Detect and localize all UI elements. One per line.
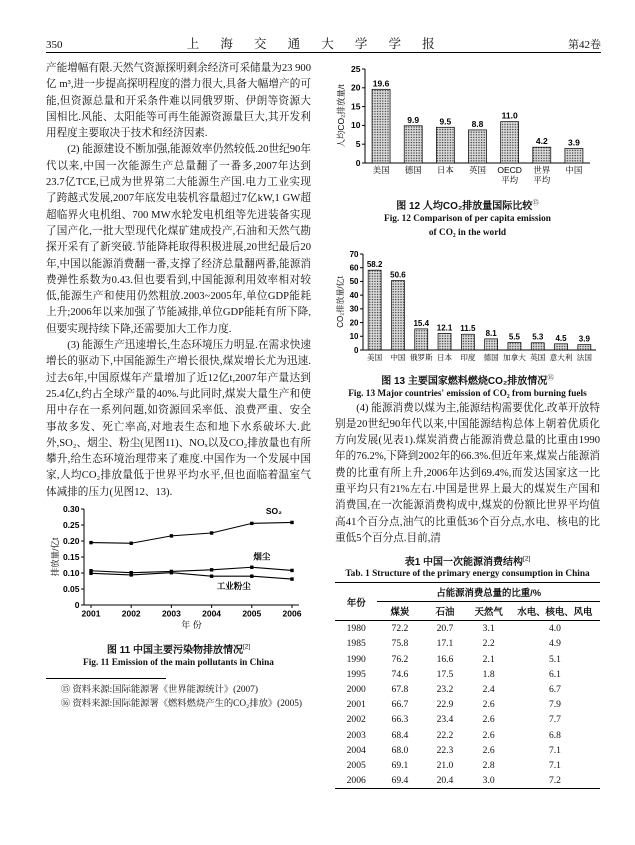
table-cell: 7.1 <box>548 744 561 756</box>
x-tick-label: 2006 <box>282 608 302 619</box>
x-tick-label: 美国 <box>367 353 383 362</box>
data-point <box>89 541 92 544</box>
series-label: 烟尘 <box>253 551 271 562</box>
data-point <box>210 531 213 534</box>
table-row <box>335 621 600 637</box>
y-tick-label: 70 <box>349 249 359 259</box>
table-row <box>335 743 600 758</box>
bar-value-label: 15.4 <box>413 318 430 328</box>
x-tick-label: 2005 <box>242 608 262 619</box>
table-cell: 4.9 <box>548 638 561 650</box>
data-point <box>130 542 133 545</box>
table-cell: 4.0 <box>548 623 561 635</box>
bar <box>531 343 544 350</box>
left-column <box>46 61 311 789</box>
footnotes-block <box>46 678 311 712</box>
table-cell: 22.9 <box>436 699 454 711</box>
fig13-caption-cn-text: 图 13 主要国家燃料燃烧CO₂排放情况 <box>381 376 548 387</box>
fig11-caption-cn-text: 图 11 中国主要污染物排放情况 <box>106 645 243 657</box>
data-point <box>250 575 253 578</box>
table-cell: 20.7 <box>436 623 454 635</box>
table-row <box>335 727 600 742</box>
table-cell: 7.2 <box>548 775 561 787</box>
table-cell: 7.9 <box>548 699 561 711</box>
table-cell: 6.7 <box>548 684 561 696</box>
table-cell: 2006 <box>346 775 366 787</box>
data-point <box>130 573 133 576</box>
data-point <box>89 572 92 575</box>
x-tick-label: 平均 <box>501 175 519 185</box>
figure-11 <box>46 503 311 670</box>
table-cell: 68.0 <box>391 744 409 756</box>
table-cell: 76.2 <box>391 653 409 665</box>
table-cell: 6.1 <box>548 668 561 680</box>
table-cell: 3.0 <box>482 775 495 787</box>
x-tick-label: 平均 <box>533 175 551 185</box>
table-cell: 2003 <box>346 729 366 741</box>
table-cell: 6.8 <box>548 729 561 741</box>
x-tick-label: 世界 <box>533 165 551 175</box>
y-tick-label: 10 <box>351 120 361 131</box>
y-tick-label: 40 <box>349 290 359 300</box>
bar-value-label: 4.2 <box>535 136 548 147</box>
table-cell: 68.4 <box>391 729 409 741</box>
y-axis-label: 排放量/亿t <box>50 537 60 577</box>
table-cell: 2002 <box>346 714 366 726</box>
figure-12 <box>335 61 600 239</box>
x-tick-label: 2001 <box>81 608 101 619</box>
x-tick-label: 法国 <box>576 353 592 362</box>
x-tick-label: 中国 <box>565 165 583 175</box>
bar-value-label: 9.5 <box>439 116 452 127</box>
data-point <box>210 568 213 571</box>
x-tick-label: 英国 <box>530 353 546 362</box>
table-cell: 2.6 <box>482 729 495 741</box>
x-tick-label: 2002 <box>121 608 141 619</box>
data-point <box>290 521 293 524</box>
bar-value-label: 5.3 <box>532 332 544 342</box>
y-axis-label: 人均CO₂排放量/t <box>336 84 346 148</box>
bar <box>508 342 521 350</box>
bar <box>533 147 551 163</box>
page-number: 350 <box>46 39 63 51</box>
table-cell: 16.6 <box>436 653 454 665</box>
y-tick-label: 10 <box>349 332 359 342</box>
bar-value-label: 11.0 <box>501 110 518 121</box>
table-cell: 2.6 <box>482 699 495 711</box>
table-row <box>335 667 600 682</box>
table-cell: 22.3 <box>436 744 454 756</box>
table-cell: 67.8 <box>391 684 409 696</box>
bar <box>485 339 498 350</box>
bar <box>372 89 390 163</box>
table-cell: 1990 <box>346 653 366 665</box>
table-cell: 20.4 <box>436 775 454 787</box>
paragraph-item4: (4) 能源消费以煤为主,能源结构需要优化.改革开放特别是20世纪90年代以来,中国能源结构总体上朝着优质化方向发展(见表1).煤炭消费占能源消费总量的比重由1990年的76.2%,下降到2002年的66.3%.但近年来,煤炭占能源消费的比重有所上升,2006年达到69.4%,而发达国家这一比重平均只有21%左右.中国是世界上最大的煤炭生产国和消费国,在一次能源消费构成中,煤炭的份额比世界平均值高41个百分点,油气的比重低36个百分点,水电、核电的比重低5个百分点.目前,清 <box>335 402 600 544</box>
table-cell: 7.7 <box>548 714 561 726</box>
x-tick-label: 美国 <box>372 165 390 175</box>
x-tick-label: 德国 <box>483 353 499 362</box>
bar-value-label: 8.1 <box>485 328 497 338</box>
fig11-caption-cn <box>46 641 311 656</box>
y-tick-label: 20 <box>349 318 359 328</box>
x-tick-label: 2004 <box>202 608 222 619</box>
footnote-2: ⑯ 资料来源:国际能源署《燃料燃烧产生的CO₂排放》(2005) <box>60 699 302 710</box>
fig11-caption-en: Fig. 11 Emission of the main pollutants in China <box>83 658 274 669</box>
two-column-layout <box>46 61 601 789</box>
bar-value-label: 50.6 <box>390 270 406 280</box>
fig12-bar-chart <box>335 61 600 191</box>
table-cell: 2.2 <box>482 638 495 650</box>
bar <box>368 270 381 350</box>
table-cell: 2.4 <box>482 684 495 696</box>
table-cell: 17.5 <box>436 668 454 680</box>
data-point <box>250 566 253 569</box>
series-line-2 <box>91 573 292 579</box>
y-tick-label: 0.20 <box>62 535 80 546</box>
paragraph-continuation: 产能增幅有限.天然气资源探明剩余经济可采储量为23 900 亿 m³,进一步提高探明程度的潜力很大,具备大幅增产的可能,但资源总量和开采条件难以同俄罗斯、伊朗等资源大国相比.风能、太阳能等可再生能源资源量巨大,其开发利用程度主要取决于技术和经济因素. <box>46 63 311 140</box>
table-cell: 74.6 <box>391 668 409 680</box>
fig13-caption-cn <box>335 372 600 387</box>
table-cell: 23.2 <box>436 684 454 696</box>
table-cell: 1985 <box>346 638 366 650</box>
y-tick-label: 50 <box>349 277 359 287</box>
table-cell: 2.1 <box>482 653 495 665</box>
x-tick-label: 意大利 <box>549 353 573 362</box>
energy-table-head <box>335 583 600 621</box>
data-point <box>290 569 293 572</box>
x-tick-label: 印度 <box>460 353 476 362</box>
footnote-1: ⑮ 资料来源:国际能源署《世界能源统计》(2007) <box>60 684 258 695</box>
series-label: 工业粉尘 <box>216 581 251 592</box>
x-tick-label: 日本 <box>436 165 454 175</box>
table-cell: 72.2 <box>391 623 409 635</box>
y-tick-label: 0 <box>355 157 361 168</box>
x-tick-label: 中国 <box>390 353 406 362</box>
series-label: SO₂ <box>265 505 282 516</box>
bar <box>469 130 487 163</box>
energy-table-body <box>335 621 600 789</box>
bar-value-label: 3.9 <box>568 137 580 148</box>
y-tick-label: 0.15 <box>62 551 80 562</box>
x-tick-label: OECD <box>497 165 522 175</box>
table-cell: 17.1 <box>436 638 454 650</box>
y-tick-label: 0.10 <box>62 567 80 578</box>
y-tick-label: 5 <box>355 139 361 149</box>
x-tick-label: 德国 <box>404 165 422 175</box>
fig13-caption-ref: ⑯ <box>547 374 554 382</box>
y-axis-label: CO₂排放量/亿t <box>336 276 345 328</box>
y-tick-label: 0.30 <box>62 503 80 514</box>
col-header-hydro-nuclear-wind: 水电、核电、风电 <box>510 602 600 621</box>
bar-value-label: 19.6 <box>372 78 390 89</box>
table-cell: 1.8 <box>482 668 495 680</box>
bar <box>404 126 422 163</box>
table-caption-en: Tab. 1 Structure of the primary energy consumption in China <box>345 569 590 580</box>
fig13-caption-en: Fig. 13 Major countries' emission of CO₂ from burning fuels <box>348 389 587 399</box>
header-rule <box>46 52 601 53</box>
table-cell: 2.8 <box>482 759 495 771</box>
y-tick-label: 0.05 <box>62 583 80 594</box>
table-cell: 22.2 <box>436 729 454 741</box>
col-header-coal: 煤炭 <box>377 602 422 621</box>
col-header-gas: 天然气 <box>467 602 509 621</box>
bar <box>555 344 568 350</box>
bar-value-label: 8.8 <box>471 118 484 129</box>
y-tick-label: 25 <box>351 63 361 74</box>
table-cell: 1995 <box>346 668 366 680</box>
col-header-year: 年份 <box>335 583 377 621</box>
figure-13 <box>335 244 600 401</box>
y-tick-label: 0 <box>74 599 80 610</box>
y-tick-label: 30 <box>349 304 359 314</box>
fig12-caption-cn-text: 图 12 人均CO₂排放量国际比较 <box>396 201 533 212</box>
bar-value-label: 11.5 <box>460 324 476 334</box>
bar <box>391 281 404 350</box>
table-cell: 3.1 <box>482 623 495 635</box>
table-cell: 23.4 <box>436 714 454 726</box>
fig12-caption-en-line1: Fig. 12 Comparison of per capita emission <box>384 214 551 224</box>
x-tick-label: 2003 <box>161 608 181 619</box>
data-point <box>170 534 173 537</box>
table-caption-ref: [2] <box>523 555 531 563</box>
table-row <box>335 697 600 712</box>
paragraph-item3: (3) 能源生产迅速增长,生态环境压力明显.在需求快速增长的驱动下,中国能源生产增长很快,煤炭增长尤为迅速.过去6年,中国原煤年产量增加了近12亿t,2007年产量达到25.4亿t,约占全球产量的40%.与此同时,煤炭大量生产和使用中存在一系列问题,如资源回采率低、浪费严重、安全事故多发、死亡率高,对地表生态和地下水系破坏大.此外,SO₂、烟尘、粉尘(见图11)、NOₓ以及CO₂排放量也有所攀升,给生态环境治理带来了难度.中国作为一个发展中国家,人均CO₂排放量低于世界平均水平,但也面临着温室气体减排的压力(见图12、13). <box>46 340 311 498</box>
bar-value-label: 3.9 <box>578 334 590 344</box>
right-column <box>335 61 600 789</box>
y-tick-label: 60 <box>349 263 359 273</box>
bar-value-label: 9.9 <box>407 114 420 125</box>
table-cell: 75.8 <box>391 638 409 650</box>
data-point <box>250 522 253 525</box>
table-caption-cn <box>335 553 600 568</box>
table-caption-cn-text: 表1 中国一次能源消费结构 <box>404 557 524 569</box>
y-tick-label: 0 <box>354 345 359 355</box>
fig13-bar-chart <box>335 244 600 366</box>
bar-value-label: 4.5 <box>555 333 567 343</box>
bar <box>436 127 454 163</box>
data-point <box>210 575 213 578</box>
volume-label: 第42卷 <box>567 39 601 51</box>
x-tick-label: 加拿大 <box>503 353 526 362</box>
fig12-caption-en-line2: of CO₂ in the world <box>428 227 507 238</box>
table-cell: 2001 <box>346 699 366 711</box>
y-tick-label: 15 <box>351 101 361 112</box>
energy-table <box>335 582 600 789</box>
bar <box>415 329 428 350</box>
bar <box>501 122 519 163</box>
bar <box>438 333 451 350</box>
table-row <box>335 636 600 651</box>
table-row <box>335 712 600 727</box>
table-cell: 69.1 <box>391 759 409 771</box>
table-cell: 21.0 <box>436 759 454 771</box>
fig11-caption-ref: [2] <box>242 643 251 651</box>
bar-value-label: 5.5 <box>508 332 521 342</box>
x-tick-label: 英国 <box>468 165 487 175</box>
page-header <box>46 34 601 52</box>
table-cell: 66.7 <box>391 699 409 711</box>
bar-value-label: 12.1 <box>436 323 453 333</box>
y-tick-label: 20 <box>351 82 361 93</box>
table-cell: 2.6 <box>482 714 495 726</box>
table-cell: 1980 <box>346 623 366 635</box>
y-tick-label: 0.25 <box>62 519 80 530</box>
table-cell: 66.3 <box>391 714 409 726</box>
x-tick-label: 俄罗斯 <box>409 353 433 362</box>
footnote-rule <box>46 678 166 679</box>
table-cell: 5.1 <box>548 653 561 665</box>
table-cell: 2000 <box>346 684 366 696</box>
fig12-caption-cn <box>335 197 600 212</box>
col-header-oil: 石油 <box>422 602 467 621</box>
table-cell: 2005 <box>346 759 366 771</box>
series-line-0 <box>91 522 292 543</box>
x-axis-label: 年 份 <box>181 620 202 631</box>
journal-title: 上 海 交 通 大 学 学 报 <box>186 37 444 51</box>
table-cell: 69.4 <box>391 775 409 787</box>
table-row <box>335 758 600 773</box>
table-row <box>335 773 600 789</box>
table-cell: 2004 <box>346 744 366 756</box>
table-row <box>335 682 600 697</box>
table-cell: 2.6 <box>482 744 495 756</box>
col-header-group: 占能源消费总量的比重/% <box>377 583 600 602</box>
bar <box>565 148 583 163</box>
table-row <box>335 652 600 667</box>
fig11-line-chart <box>46 503 311 635</box>
paragraph-item2: (2) 能源建设不断加强,能源效率仍然较低.20世纪90年代以来,中国一次能源生产总量翻了一番多,2007年达到23.7亿TCE,已成为世界第二大能源生产国.电力工业实现了跨越式发展,2007年底发电装机容量超过7亿kW,1 GW超超临界火电机组、700 MW水轮发电机组等先进装备实现了国产化,一批大型现代化煤矿建成投产,石油和天然气勘探开采有了新突破.节能降耗取得积极进展,20世纪最后20年,中国以能源消费翻一番,支撑了经济总量翻两番,能源消费弹性系数为0.43.但也要看到,中国能源利用效率相对较低,能源生产和使用仍然粗放.2003~2005年,单位GDP能耗上升;2006年以来加强了节能减排,单位GDP能耗有所下降,但要实现持续下降,还需要加大工作力度. <box>46 144 311 335</box>
data-point <box>170 571 173 574</box>
bar-value-label: 58.2 <box>366 260 383 270</box>
table-cell: 7.1 <box>548 759 561 771</box>
x-tick-label: 日本 <box>436 353 453 362</box>
data-point <box>290 577 293 580</box>
bar <box>578 345 591 350</box>
bar <box>461 334 474 350</box>
series-line-1 <box>91 567 292 572</box>
fig12-caption-ref: ⑮ <box>532 199 539 207</box>
